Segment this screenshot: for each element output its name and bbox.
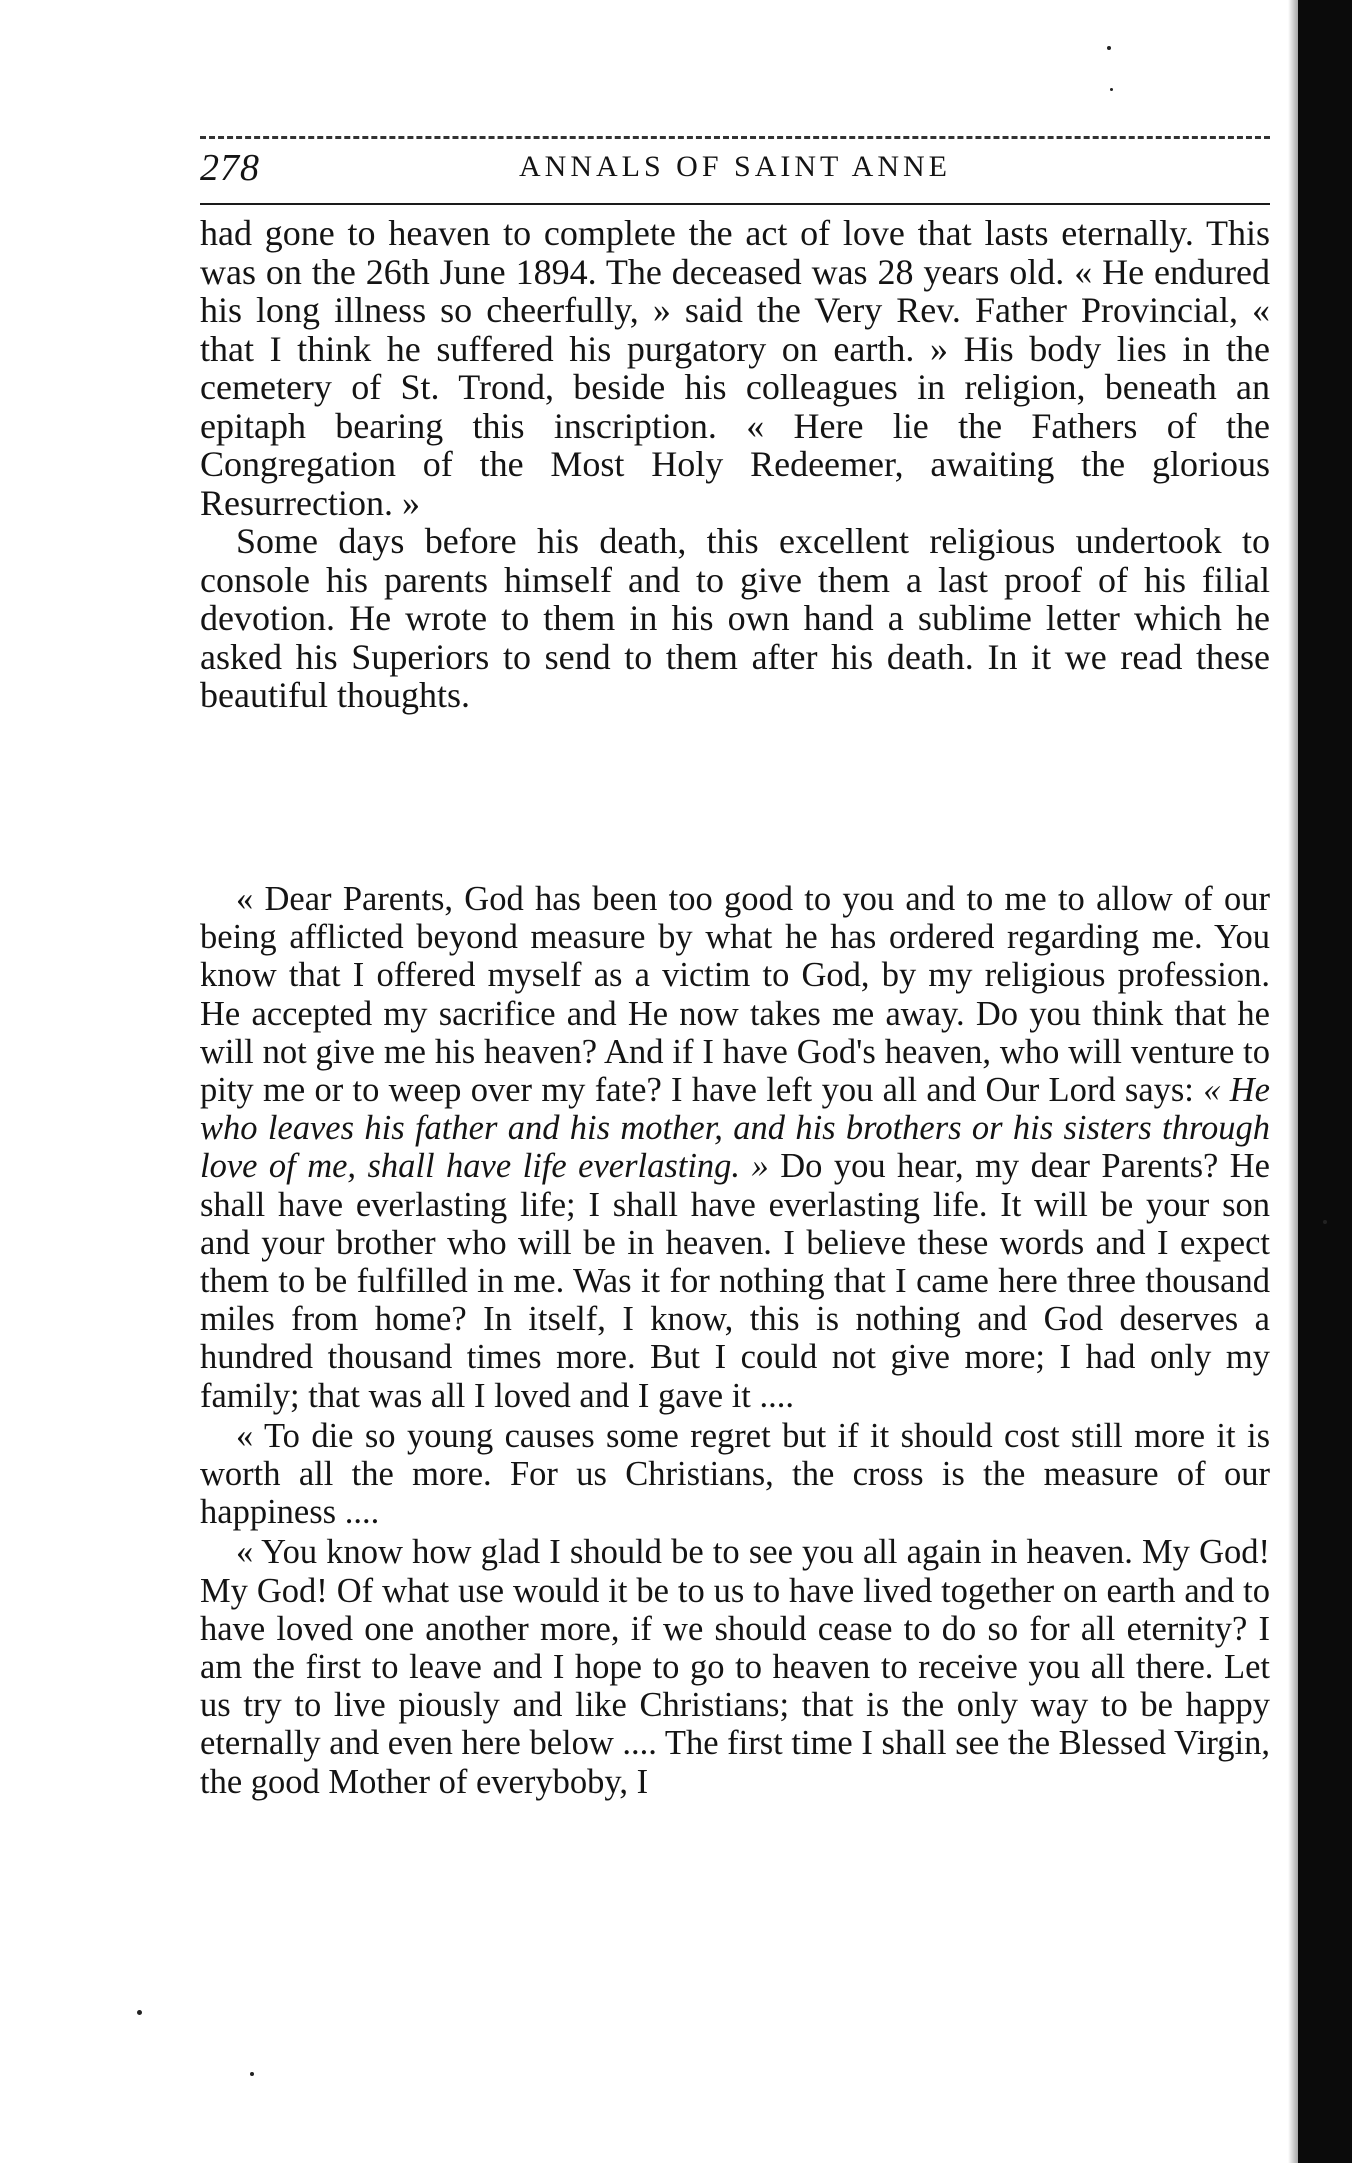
- letter-paragraph-2: « To die so young causes some regret but if it should cost still more it is worth all the more. For us Christians, the cross is the measure of our happiness ....: [200, 1416, 1270, 1532]
- letter-paragraph-1-opening: « Dear Parents, God has been too good to you and to me to allow of our being afflicted beyond measure by what he has ordered regarding me. You know that I offered myself as a victim to God, by my religious profession. He accepted my sacrifice and He now takes me away. Do you think that he will not give me his heaven? And if I have God's heaven, who will venture to pity me or to weep over my fate? I have left you all and Our Lord says:: [200, 880, 1270, 1110]
- scan-speck: [1323, 1220, 1327, 1224]
- narrative-text: [200, 214, 1270, 715]
- scan-speck: [250, 2072, 254, 2076]
- top-ornament-rule: [200, 136, 1270, 139]
- binding-shadow: [1298, 0, 1352, 2163]
- letter-paragraph-3: « You know how glad I should be to see you all again in heaven. My God! My God! Of what use would it be to us to have lived together on earth and to have loved one another more, if we should cease to do so for all eternity? I am the first to leave and I hope to go to heaven to receive you all there. Let us try to live piously and like Christians; that is the only way to be happy eternally and even here below .... The first time I shall see the Blessed Virgin, the good Mother of everyboby, I: [200, 1533, 1271, 1801]
- running-title: ANNALS OF SAINT ANNE: [519, 150, 951, 183]
- scripture-quote: « He who leaves his father and his mother, and his brothers or his sisters through love of me, shall have life everlasting. »: [200, 1071, 1270, 1186]
- quoted-letter: [200, 880, 1270, 1801]
- letter-paragraph-1: [200, 880, 1270, 1415]
- page-header: [200, 146, 1270, 206]
- scan-speck: [137, 2010, 142, 2015]
- letter-paragraph-1-closing: Do you hear, my dear Parents? He shall have everlasting life; I shall have everlasting life. It will be your son and your brother who will be in heaven. I believe these words and I expect them to be fulfilled in me. Was it for nothing that I came here three thousand miles from home? In itself, I know, this is nothing and God deserves a hundred thousand times more. But I could not give more; I had only my family; that was all I loved and I gave it ....: [200, 1147, 1270, 1415]
- page-number: 278: [200, 147, 260, 189]
- scan-speck: [1110, 88, 1113, 91]
- narrative-paragraph-1: had gone to heaven to complete the act of love that lasts eternally. This was on the 26th June 1894. The deceased was 28 years old. « He endured his long illness so cheerfully, » said the Very Rev. Father Provincial, « that I think he suffered his purgatory on earth. » His body lies in the cemetery of St. Trond, beside his colleagues in religion, beneath an epitaph bearing this inscription. « Here lie the Fathers of the Congregation of the Most Holy Redeemer, awaiting the glorious Resurrection. »: [200, 213, 1270, 523]
- narrative-paragraph-2: Some days before his death, this excellent religious undertook to console his parents himself and to give them a last proof of his filial devotion. He wrote to them in his own hand a sublime letter which he asked his Superiors to send to them after his death. In it we read these beautiful thoughts.: [200, 521, 1270, 715]
- scan-speck: [1107, 46, 1111, 50]
- header-rule: [200, 203, 1270, 205]
